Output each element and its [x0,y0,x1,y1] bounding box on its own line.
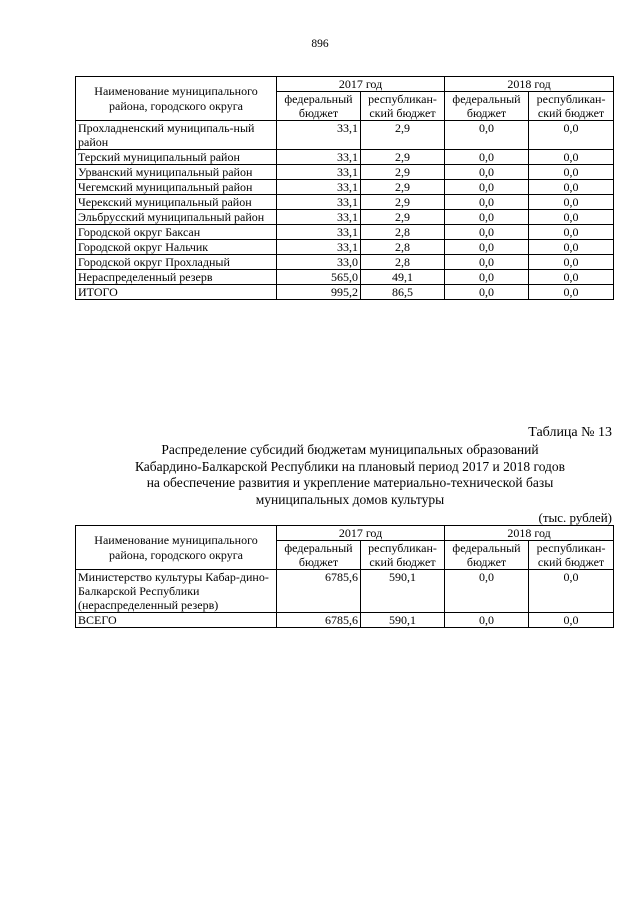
table-row [76,225,614,240]
row-name: Городской округ Прохладный [76,255,277,270]
republican-2018-value: 0,0 [529,270,614,285]
federal-2017-value: 6785,6 [277,570,361,613]
column-header-name: Наименование муниципального района, городского округа [76,526,277,570]
republican-2017-value: 86,5 [361,285,445,300]
federal-2018-value: 0,0 [445,180,529,195]
federal-2017-value: 33,1 [277,195,361,210]
caption-line: муниципальных домов культуры [255,491,445,507]
federal-2017-value: 33,1 [277,180,361,195]
federal-2018-value: 0,0 [445,225,529,240]
republican-2018-value: 0,0 [529,210,614,225]
total-row [76,613,614,628]
republican-2017-value: 2,9 [361,165,445,180]
column-header-republican-2018: республикан-ский бюджет [529,92,614,121]
table-row [76,150,614,165]
table-row [76,270,614,285]
column-header-federal-2017: федеральный бюджет [277,92,361,121]
republican-2018-value: 0,0 [529,570,614,613]
federal-2017-value: 565,0 [277,270,361,285]
row-name: Чегемский муниципальный район [76,180,277,195]
subsidy-table-13 [75,525,614,628]
table-row [76,195,614,210]
federal-2017-value: 33,1 [277,165,361,180]
republican-2018-value: 0,0 [529,240,614,255]
caption-line: на обеспечение развития и укрепление материально-технической базы [146,475,554,490]
republican-2018-value: 0,0 [529,285,614,300]
federal-2018-value: 0,0 [445,240,529,255]
column-header-2017: 2017 год [277,77,445,92]
total-row [76,285,614,300]
row-name: Эльбрусский муниципальный район [76,210,277,225]
republican-2017-value: 590,1 [361,613,445,628]
federal-2018-value: 0,0 [445,285,529,300]
table-caption [100,442,600,508]
federal-2017-value: 33,1 [277,121,361,150]
column-header-federal-2018: федеральный бюджет [445,92,529,121]
federal-2018-value: 0,0 [445,150,529,165]
republican-2017-value: 2,9 [361,150,445,165]
republican-2018-value: 0,0 [529,225,614,240]
row-name: Прохладненский муниципаль-ный район [76,121,277,150]
federal-2018-value: 0,0 [445,255,529,270]
federal-2018-value: 0,0 [445,195,529,210]
federal-2017-value: 6785,6 [277,613,361,628]
column-header-federal-2018: федеральный бюджет [445,541,529,570]
column-header-name: Наименование муниципального района, городского округа [76,77,277,121]
column-header-2017: 2017 год [277,526,445,541]
subsidy-table-continued [75,76,614,300]
republican-2017-value: 2,9 [361,195,445,210]
republican-2018-value: 0,0 [529,255,614,270]
page-number: 896 [311,38,329,50]
column-header-republican-2017: республикан-ский бюджет [361,92,445,121]
table-row [76,210,614,225]
republican-2018-value: 0,0 [529,613,614,628]
column-header-republican-2018: республикан-ский бюджет [529,541,614,570]
column-header-federal-2017: федеральный бюджет [277,541,361,570]
republican-2017-value: 2,9 [361,121,445,150]
table-row [76,255,614,270]
federal-2017-value: 33,1 [277,150,361,165]
caption-line: Распределение субсидий бюджетам муниципальных образований [161,442,539,457]
republican-2017-value: 2,8 [361,225,445,240]
republican-2018-value: 0,0 [529,165,614,180]
column-header-2018: 2018 год [445,77,614,92]
row-name: Урванский муниципальный район [76,165,277,180]
republican-2017-value: 2,8 [361,255,445,270]
republican-2017-value: 49,1 [361,270,445,285]
federal-2017-value: 995,2 [277,285,361,300]
column-header-2018: 2018 год [445,526,614,541]
row-name: Городской округ Нальчик [76,240,277,255]
federal-2017-value: 33,1 [277,210,361,225]
table-row [76,121,614,150]
republican-2017-value: 2,8 [361,240,445,255]
federal-2018-value: 0,0 [445,570,529,613]
federal-2017-value: 33,0 [277,255,361,270]
republican-2018-value: 0,0 [529,180,614,195]
federal-2017-value: 33,1 [277,225,361,240]
federal-2018-value: 0,0 [445,270,529,285]
table-row [76,180,614,195]
federal-2018-value: 0,0 [445,121,529,150]
row-name: Министерство культуры Кабар-дино-Балкарской Республики (нераспределенный резерв) [76,570,277,613]
row-name: Терский муниципальный район [76,150,277,165]
republican-2018-value: 0,0 [529,121,614,150]
row-name: ВСЕГО [76,613,277,628]
row-name: Нераспределенный резерв [76,270,277,285]
table-row [76,240,614,255]
federal-2018-value: 0,0 [445,613,529,628]
row-name: Черекский муниципальный район [76,195,277,210]
republican-2018-value: 0,0 [529,150,614,165]
republican-2017-value: 2,9 [361,210,445,225]
table-number: Таблица № 13 [528,425,612,440]
federal-2018-value: 0,0 [445,165,529,180]
row-name: ИТОГО [76,285,277,300]
republican-2017-value: 590,1 [361,570,445,613]
caption-line: Кабардино-Балкарской Республики на плановый период 2017 и 2018 годов [134,458,566,474]
table-row [76,165,614,180]
row-name: Городской округ Баксан [76,225,277,240]
republican-2018-value: 0,0 [529,195,614,210]
table-row [76,570,614,613]
units-label: (тыс. рублей) [538,510,612,525]
republican-2017-value: 2,9 [361,180,445,195]
column-header-republican-2017: республикан-ский бюджет [361,541,445,570]
federal-2018-value: 0,0 [445,210,529,225]
federal-2017-value: 33,1 [277,240,361,255]
